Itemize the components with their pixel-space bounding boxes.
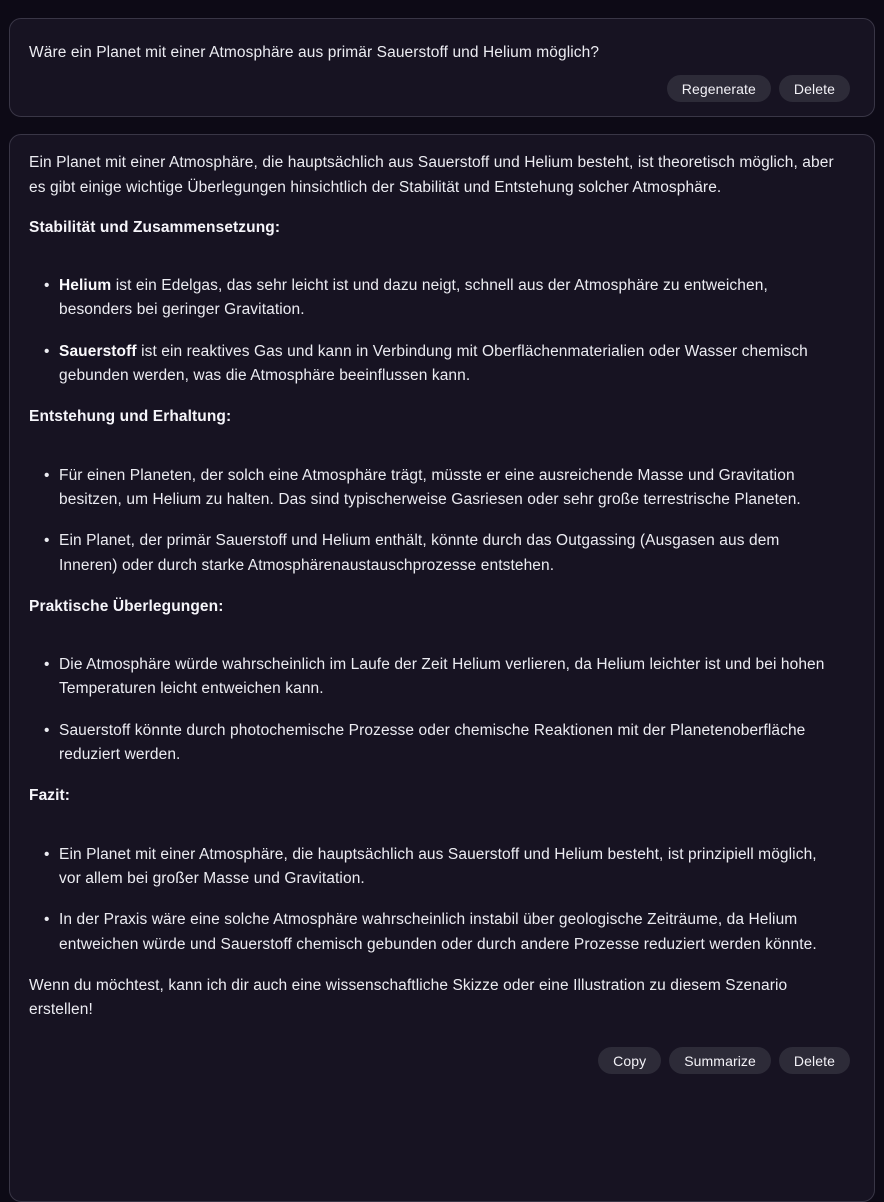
- list-item: [44, 908, 835, 957]
- list-item: [44, 340, 835, 389]
- delete-user-message-button[interactable]: Delete: [779, 75, 850, 102]
- summarize-button[interactable]: Summarize: [669, 1047, 771, 1074]
- list-item-text: ist ein reaktives Gas und kann in Verbindung mit Oberflächenmaterialien oder Wasser chemisch gebunden werden, was die Atmosphäre beeinflussen kann.: [59, 342, 808, 385]
- delete-assistant-message-button[interactable]: Delete: [779, 1047, 850, 1074]
- section-heading-fazit: Fazit:: [29, 787, 71, 805]
- section-heading-praktische: Praktische Überlegungen:: [29, 597, 224, 615]
- list-item-bold-term: Sauerstoff: [59, 342, 137, 360]
- assistant-message-body: [29, 151, 850, 1022]
- list-item-text: ist ein Edelgas, das sehr leicht ist und dazu neigt, schnell aus der Atmosphäre zu entweichen, besonders bei geringer Gravitation.: [59, 277, 768, 319]
- section-heading-stabilitaet: Stabilität und Zusammensetzung:: [29, 218, 281, 236]
- assistant-intro-paragraph: Ein Planet mit einer Atmosphäre, die hauptsächlich aus Sauerstoff und Helium besteht, ist theoretisch möglich, aber es gibt einige wichtige Überlegungen hinsichtlich der Stabilität und Entstehung solcher Atmosphäre.: [29, 154, 834, 196]
- section-list-praktische: [44, 653, 835, 767]
- assistant-outro-paragraph: Wenn du möchtest, kann ich dir auch eine wissenschaftliche Skizze oder eine Illustration zu diesem Szenario erstellen!: [29, 976, 788, 1019]
- section-list-entstehung: [44, 464, 835, 578]
- list-item-text: In der Praxis wäre eine solche Atmosphäre wahrscheinlich instabil über geologische Zeiträume, da Helium entweichen würde und Sauerstoff chemisch gebunden oder durch andere Prozesse reduziert werden könnte.: [59, 911, 817, 953]
- list-item: [44, 464, 835, 513]
- list-item: [44, 653, 835, 702]
- list-item: [44, 274, 835, 323]
- section-list-fazit: [44, 843, 835, 957]
- regenerate-button[interactable]: Regenerate: [667, 75, 771, 102]
- list-item: [44, 719, 835, 768]
- list-item-text: Ein Planet mit einer Atmosphäre, die hauptsächlich aus Sauerstoff und Helium besteht, ist prinzipiell möglich, vor allem bei großer Masse und Gravitation.: [59, 845, 817, 887]
- list-item: [44, 529, 835, 578]
- user-message-text: Wäre ein Planet mit einer Atmosphäre aus primär Sauerstoff und Helium möglich?: [29, 44, 600, 61]
- list-item: [44, 843, 835, 892]
- assistant-message-card: [9, 134, 875, 1202]
- list-item-text: Sauerstoff könnte durch photochemische Prozesse oder chemische Reaktionen mit der Planetenoberfläche reduziert werden.: [59, 721, 806, 764]
- user-message-actions: [29, 75, 850, 102]
- section-heading-entstehung: Entstehung und Erhaltung:: [29, 408, 232, 426]
- list-item-text: Für einen Planeten, der solch eine Atmosphäre trägt, müsste er eine ausreichende Masse und Gravitation besitzen, um Helium zu halten. Das sind typischerweise Gasriesen oder sehr große terrestrische Planeten.: [59, 466, 801, 508]
- user-message-card: [9, 18, 875, 117]
- list-item-text: Ein Planet, der primär Sauerstoff und Helium enthält, könnte durch das Outgassing (Ausgasen aus dem Inneren) oder durch starke Atmosphärenaustauschprozesse entstehen.: [59, 532, 780, 574]
- assistant-message-actions: [29, 1047, 850, 1074]
- copy-button[interactable]: Copy: [598, 1047, 661, 1074]
- list-item-bold-term: Helium: [59, 277, 112, 295]
- section-list-stabilitaet: [44, 274, 835, 388]
- list-item-text: Die Atmosphäre würde wahrscheinlich im Laufe der Zeit Helium verlieren, da Helium leichter ist und bei hohen Temperaturen leicht entweichen kann.: [59, 656, 825, 698]
